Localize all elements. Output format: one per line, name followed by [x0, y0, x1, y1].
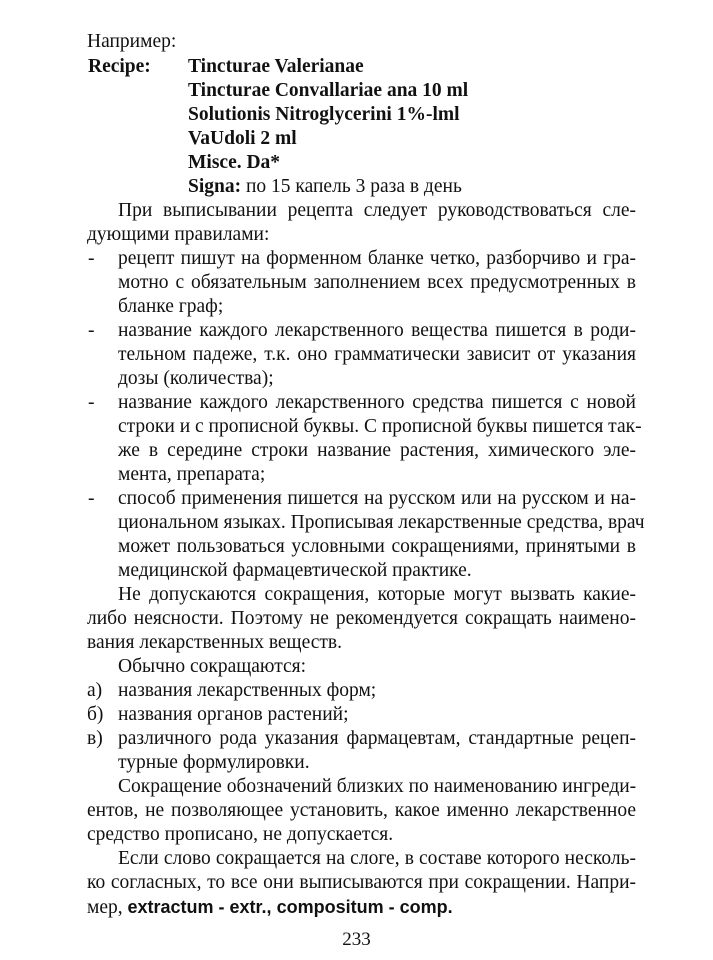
paragraph-line: Обычно сокращаются:: [118, 656, 307, 677]
recipe-line: Misce. Da*: [188, 152, 281, 173]
paragraph-line: ентов, не позволяющее установить, какое именно лекарственное: [87, 800, 636, 821]
list-item-line: название каждого лекарственного средства пишется с новой: [118, 392, 636, 413]
paragraph-line: При выписывании рецепта следует руководствоваться сле-: [118, 200, 636, 221]
list-item-line: бланке граф;: [118, 296, 224, 317]
paragraph-line: Не допускаются сокращения, которые могут вызвать какие-: [118, 584, 636, 605]
list-marker: в): [87, 728, 103, 749]
abbreviation-example: extractum - extr., compositum - comp.: [127, 897, 453, 917]
bullet-marker: -: [88, 392, 95, 413]
list-item-line: турные формулировки.: [118, 752, 310, 773]
list-item-line: названия лекарственных форм;: [118, 680, 377, 701]
list-item-line: медицинской фармацевтической практике.: [118, 560, 472, 581]
list-item-line: циональном языках. Прописывая лекарственные средства, врач: [118, 512, 645, 533]
recipe-line: Tincturae Valerianae: [188, 56, 364, 77]
bullet-marker: -: [88, 320, 95, 341]
list-item-line: названия органов растений;: [118, 704, 349, 725]
bullet-marker: -: [88, 248, 95, 269]
list-item-line: строки и с прописной буквы. С прописной буквы пишется так-: [118, 416, 642, 437]
recipe-line: Solutionis Nitroglycerini 1%-lml: [188, 104, 460, 125]
recipe-label: Recipe:: [88, 56, 151, 77]
paragraph-line: вания лекарственных веществ.: [87, 632, 342, 653]
paragraph-line: либо неясности. Поэтому не рекомендуется сокращать наимено-: [87, 608, 636, 629]
list-marker: а): [87, 680, 103, 701]
example-prefix: мер,: [87, 897, 123, 918]
list-item-line: мотно с обязательным заполнением всех предусмотренных в: [118, 272, 636, 293]
list-item-line: способ применения пишется на русском или на русском и на-: [118, 488, 636, 509]
recipe-line: Tincturae Convallariae ana 10 ml: [188, 80, 469, 101]
paragraph-last-line: [87, 895, 453, 920]
list-item-line: рецепт пишут на форменном бланке четко, разборчиво и гра-: [118, 248, 636, 269]
paragraph-line: Сокращение обозначений близких по наименованию ингреди-: [118, 776, 637, 797]
paragraph-line: ко согласных, то все они выписываются при сокращении. Напри-: [87, 872, 636, 893]
list-item-line: же в середине строки название растения, химического эле-: [118, 440, 636, 461]
signa-label: Signa:: [188, 176, 242, 197]
page-number: 233: [342, 929, 371, 950]
list-item-line: дозы (количества);: [118, 368, 274, 389]
paragraph-line: дующими правилами:: [87, 224, 270, 245]
paragraph-line: средство прописано, не допускается.: [87, 824, 394, 845]
signa-text: по 15 капель 3 раза в день: [245, 176, 462, 197]
list-item-line: тельном падеже, т.к. оно грамматически зависит от указания: [118, 344, 636, 365]
paragraph-line: Если слово сокращается на слоге, в составе которого несколь-: [118, 848, 636, 869]
list-item-line: название каждого лекарственного вещества пишется в роди-: [118, 320, 636, 341]
list-item-line: различного рода указания фармацевтам, стандартные рецеп-: [118, 728, 636, 749]
signa-line: [188, 175, 462, 199]
intro-text: Например:: [87, 31, 177, 52]
bullet-marker: -: [88, 488, 95, 509]
recipe-line: VaUdoli 2 ml: [188, 128, 297, 149]
list-item-line: мента, препарата;: [118, 464, 266, 485]
list-item-line: может пользоваться условными сокращениями, принятыми в: [118, 536, 636, 557]
list-marker: б): [87, 704, 104, 725]
